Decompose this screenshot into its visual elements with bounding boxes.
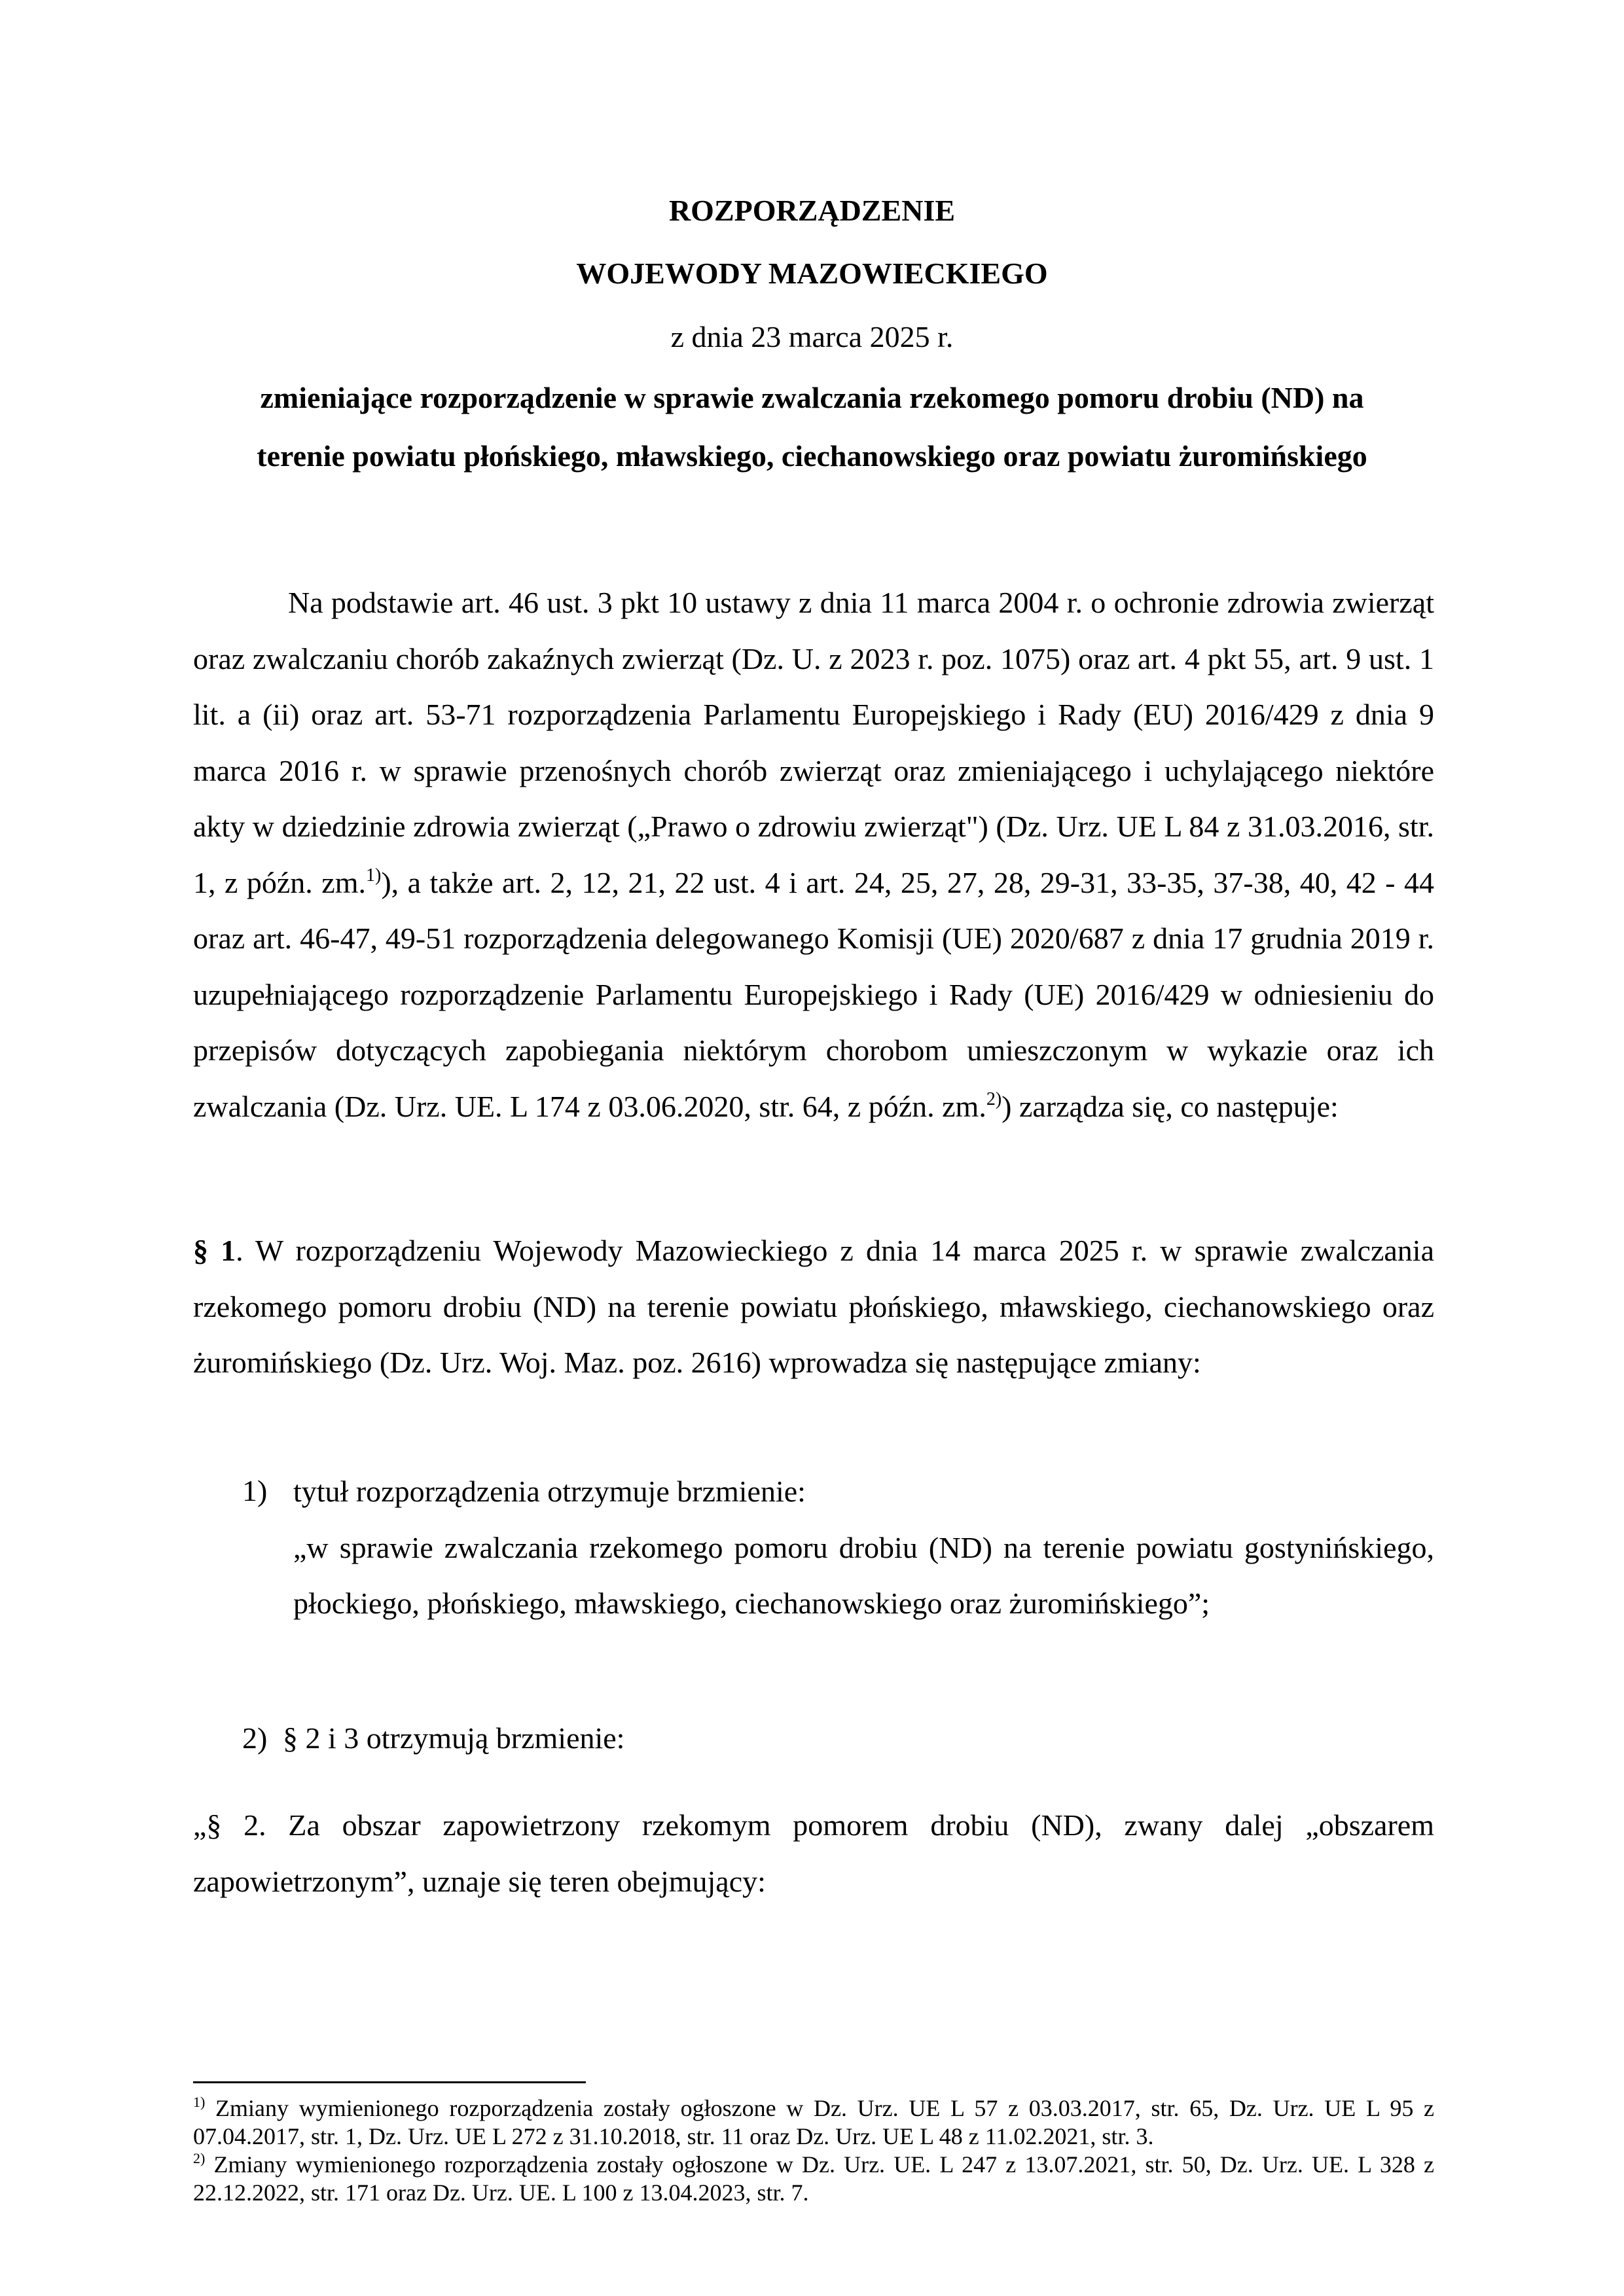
footnote-ref-2: 2): [986, 1088, 1002, 1109]
footnote-ref-1: 1): [365, 865, 382, 886]
subject-line-1: zmieniające rozporządzenie w sprawie zwalczania rzekomego pomoru drobiu (ND) na: [260, 381, 1364, 414]
section-1-paragraph: [193, 1223, 1434, 1391]
preamble-text-3: ) zarządza się, co następuje:: [1001, 1089, 1339, 1123]
footnote-1: [193, 2094, 1434, 2151]
item-2-number: 2): [242, 1721, 268, 1755]
preamble-text-1: Na podstawie art. 46 ust. 3 pkt 10 ustawy z dnia 11 marca 2004 r. o ochronie zdrowia zwierząt oraz zwalczaniu chorób zakaźnych zwierząt (Dz. U. z 2023 r. poz. 1075) oraz art. 4 pkt 55, art. 9 ust. 1 lit. a (ii) oraz art. 53-71 rozporządzenia Parlamentu Europejskiego i Rady (EU) 2016/429 z dnia 9 marca 2016 r. w sprawie przenośnych chorób zwierząt oraz zmieniającego i uchylającego niektóre akty w dziedzinie zdrowia zwierząt („Prawo o zdrowiu zwierząt") (Dz. Urz. UE L 84 z 31.03.2016, str. 1, z późn. zm.: [193, 586, 1434, 899]
issuer-title: WOJEWODY MAZOWIECKIEGO: [576, 257, 1048, 290]
footnote-1-marker: 1): [193, 2094, 206, 2110]
quoted-section-2: „§ 2. Za obszar zapowietrzony rzekomym pomorem drobiu (ND), zwany dalej „obszarem zapowietrzonym”, uznaje się teren obejmujący:: [193, 1808, 1434, 1898]
footnote-separator: [193, 2081, 586, 2083]
item-1-body: [293, 1463, 1434, 1632]
footnote-2-text: Zmiany wymienionego rozporządzenia zostały ogłoszone w Dz. Urz. UE. L 247 z 13.07.2021, str. 50, Dz. Urz. UE. L 328 z 22.12.2022, str. 171 oraz Dz. Urz. UE. L 100 z 13.04.2023, str. 7.: [193, 2151, 1434, 2206]
preamble-text-2: ), a także art. 2, 12, 21, 22 ust. 4 i art. 24, 25, 27, 28, 29-31, 33-35, 37-38, 40, 42 - 44 oraz art. 46-47, 49-51 rozporządzenia delegowanego Komisji (UE) 2020/687 z dnia 17 grudnia 2019 r. uzupełniającego rozporządzenie Parlamentu Europejskiego i Rady (UE) 2016/429 w odniesieniu do przepisów dotyczących zapobiegania niektórym chorobom umieszczonym w wykazie oraz ich zwalczania (Dz. Urz. UE. L 174 z 03.06.2020, str. 64, z późn. zm.: [193, 865, 1434, 1123]
footnote-2: [193, 2151, 1434, 2207]
item-1-heading: tytuł rozporządzenia otrzymuje brzmienie:: [293, 1475, 806, 1508]
footnote-1-text: Zmiany wymienionego rozporządzenia zostały ogłoszone w Dz. Urz. UE L 57 z 03.03.2017, str. 65, Dz. Urz. UE L 95 z 07.04.2017, str. 1, Dz. Urz. UE L 272 z 31.10.2018, str. 11 oraz Dz. Urz. UE L 48 z 11.02.2021, str. 3.: [193, 2095, 1434, 2149]
item-1-number: 1): [242, 1474, 268, 1507]
item-1-quote: „w sprawie zwalczania rzekomego pomoru drobiu (ND) na terenie powiatu gostynińskiego, płockiego, płońskiego, mławskiego, ciechanowskiego oraz żuromińskiego”;: [293, 1530, 1434, 1620]
section-1-symbol: § 1: [193, 1234, 236, 1267]
preamble-paragraph: [193, 575, 1434, 1134]
section-1-text: . W rozporządzeniu Wojewody Mazowieckiego z dnia 14 marca 2025 r. w sprawie zwalczania rzekomego pomoru drobiu (ND) na terenie powiatu płońskiego, mławskiego, ciechanowskiego oraz żuromińskiego (Dz. Urz. Woj. Maz. poz. 2616) wprowadza się następujące zmiany:: [193, 1234, 1434, 1379]
item-2-heading: § 2 i 3 otrzymują brzmienie:: [283, 1721, 625, 1755]
subject-line-2: terenie powiatu płońskiego, mławskiego, ciechanowskiego oraz powiatu żuromińskiego: [257, 439, 1367, 473]
footnote-2-marker: 2): [193, 2150, 206, 2166]
document-type-title: ROZPORZĄDZENIE: [668, 194, 956, 227]
document-date: z dnia 23 marca 2025 r.: [670, 320, 954, 353]
